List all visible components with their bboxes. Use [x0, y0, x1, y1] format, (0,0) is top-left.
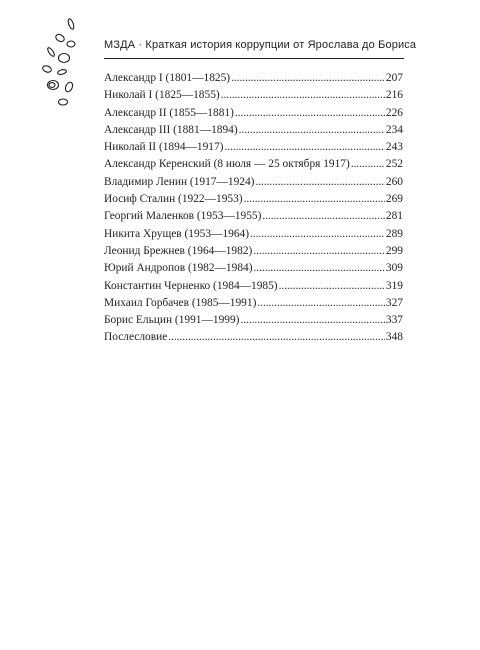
- toc-entry-page: 299: [385, 244, 403, 257]
- toc-entry-title: Александр III (1881—1894): [104, 123, 238, 136]
- toc-entry-title: Иосиф Сталин (1922—1953): [104, 193, 243, 206]
- toc-entry-page: 289: [385, 227, 403, 240]
- toc-entry-title: Владимир Ленин (1917—1924): [104, 175, 255, 188]
- toc-entry-title: Георгий Маленков (1953—1955): [104, 210, 262, 223]
- toc-entry-title: Юрий Андропов (1982—1984): [104, 262, 253, 275]
- toc-entry-page: 309: [385, 262, 403, 275]
- toc-entry-page: 252: [385, 158, 403, 171]
- toc-entry[interactable]: [104, 295, 403, 312]
- toc-entry[interactable]: [104, 191, 403, 208]
- dot-leader: [254, 260, 385, 277]
- dot-leader: [235, 105, 385, 122]
- toc-entry[interactable]: [104, 208, 403, 225]
- toc-entry[interactable]: [104, 174, 403, 191]
- toc-entry-title: Никита Хрущев (1953—1964): [104, 227, 250, 240]
- toc-entry-page: 260: [385, 175, 403, 188]
- toc-entry[interactable]: [104, 122, 403, 139]
- header-rule: [104, 58, 404, 59]
- toc-entry-title: Александр II (1855—1881): [104, 106, 234, 119]
- toc-entry-title: Николай I (1825—1855): [104, 89, 220, 102]
- toc-entry-title: Борис Ельцин (1991—1999): [104, 314, 240, 327]
- dot-leader: [257, 295, 385, 312]
- toc-entry-page: 234: [385, 123, 403, 136]
- toc-entry-page: 319: [385, 279, 403, 292]
- dot-leader: [253, 243, 385, 260]
- toc-entry[interactable]: [104, 70, 403, 87]
- dot-leader: [255, 174, 384, 191]
- toc-entry-title: Михаил Горбачев (1985—1991): [104, 296, 257, 309]
- toc-entry[interactable]: [104, 87, 403, 104]
- dot-leader: [221, 87, 385, 104]
- toc-entry[interactable]: [104, 226, 403, 243]
- toc-entry-title: Александр Керенский (8 июля — 25 октября 1917): [104, 158, 350, 171]
- toc-entry-page: 216: [385, 89, 403, 102]
- dot-leader: [279, 278, 385, 295]
- toc-entry-page: 226: [385, 106, 403, 119]
- toc-entry[interactable]: [104, 329, 403, 346]
- dot-leader: [262, 208, 384, 225]
- toc-entry[interactable]: [104, 156, 403, 173]
- dot-leader: [224, 139, 384, 156]
- toc-entry-page: 243: [385, 141, 403, 154]
- dot-leader: [244, 191, 385, 208]
- dot-leader: [168, 329, 385, 346]
- dot-leader: [231, 70, 385, 87]
- table-of-contents: [104, 70, 403, 347]
- coins-illustration: [38, 14, 86, 110]
- toc-entry[interactable]: [104, 139, 403, 156]
- toc-entry-page: 337: [385, 314, 403, 327]
- toc-entry[interactable]: [104, 278, 403, 295]
- dot-leader: [351, 156, 385, 173]
- toc-entry-page: 327: [385, 296, 403, 309]
- toc-entry[interactable]: [104, 105, 403, 122]
- toc-entry[interactable]: [104, 243, 403, 260]
- toc-entry-title: Константин Черненко (1984—1985): [104, 279, 278, 292]
- dot-leader: [250, 226, 385, 243]
- toc-entry-page: 281: [385, 210, 403, 223]
- toc-entry-title: Николай II (1894—1917): [104, 141, 224, 154]
- running-header: МЗДА · Краткая история коррупции от Ярослава до Бориса: [104, 39, 417, 51]
- dot-leader: [240, 312, 384, 329]
- toc-entry-title: Леонид Брежнев (1964—1982): [104, 244, 253, 257]
- toc-entry-title: Александр I (1801—1825): [104, 72, 231, 84]
- toc-entry[interactable]: [104, 312, 403, 329]
- dot-leader: [239, 122, 385, 139]
- toc-entry-page: 207: [385, 72, 403, 84]
- toc-entry-page: 348: [385, 331, 403, 344]
- toc-entry-title: Послесловие: [104, 331, 168, 344]
- toc-entry[interactable]: [104, 260, 403, 277]
- toc-entry-page: 269: [385, 193, 403, 206]
